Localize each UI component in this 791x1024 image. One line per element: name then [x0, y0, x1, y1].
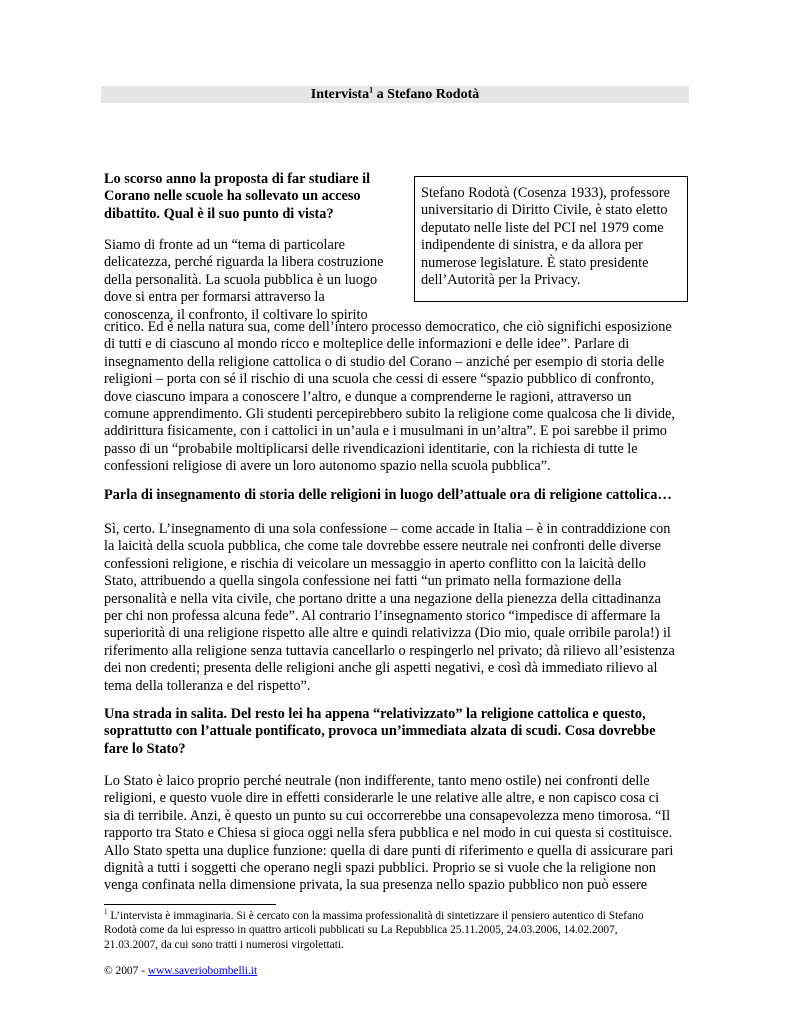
question-line: dibattito. Qual è il suo punto di vista? — [104, 205, 334, 222]
answer-line: dove ciascuno impara a conoscere l’altro, e dunque a comprenderne le ragioni, attraverso un — [104, 388, 632, 405]
answer-2 — [104, 521, 688, 695]
answer-line: religioni – porta con sé il rischio di una scuola che cessi di essere “spazio pubblico di confronto, — [104, 371, 655, 388]
answer-line: dove si entra per formarsi attraverso la — [104, 289, 325, 306]
bio-line: deputato nelle liste del PCI nel 1979 come — [421, 219, 664, 236]
question-line: fare lo Stato? — [104, 740, 186, 757]
answer-line: superiorità di una religione rispetto alle altre e quindi relativizza (Dio mio, quale orribile parola!) il — [104, 625, 671, 642]
bio-line: numerose legislature. È stato presidente — [421, 254, 649, 271]
answer-line: dignità a tutti i soggetti che operano negli spazi pubblici. Proprio se si vuole che la religione non — [104, 860, 656, 877]
footnote-separator — [104, 904, 276, 905]
answer-line: personalità e nella vita civile, che portano dritte a una negazione della pienezza della cittadinanza — [104, 590, 661, 607]
question-line: Corano nelle scuole ha sollevato un acceso — [104, 188, 361, 205]
copyright — [104, 964, 257, 978]
footnote-line: 21.03.2007, da cui sono tratti i numerosi virgolettati. — [104, 938, 344, 951]
answer-line: Sì, certo. L’insegnamento di una sola confessione – come accade in Italia – è in contraddizione con — [104, 521, 671, 537]
question-2 — [104, 487, 688, 504]
answer-3 — [104, 773, 688, 895]
answer-line: rapporto tra Stato e Chiesa si gioca oggi nella sfera pubblica e nel modo in cui questa si costituisce. — [104, 825, 673, 842]
answer-line: di tutti e di ciascuno al mondo ricco e molteplice delle informazioni e delle idee”. Parlare di — [104, 336, 630, 353]
answer-line: la laicità della scuola pubblica, che come tale dovrebbe essere neutrale nei confronti delle diverse — [104, 538, 661, 555]
bio-line: Stefano Rodotà (Cosenza 1933), professore — [421, 185, 670, 201]
answer-line: critico. Ed è nella natura sua, come dell’intero processo democratico, che ciò significhi esposizione — [104, 319, 672, 335]
title-prefix: Intervista — [310, 87, 370, 102]
copyright-text: © 2007 - — [104, 965, 148, 977]
answer-line: Allo Stato spetta una duplice funzione: quella di dare punti di riferimento e quella di assicurare pari — [104, 842, 674, 859]
answer-line: dei non credenti; presenta delle religioni anche gli aspetti negativi, e così dà immediato rilievo al — [104, 660, 658, 677]
answer-line: conoscenza, il confronto, il coltivare lo spirito — [104, 306, 368, 323]
answer-line: insegnamento della religione cattolica o di studio del Corano – anziché per esempio di storia delle — [104, 353, 665, 370]
answer-line: sia di terribile. Anzi, è questo un punto su cui occorrerebbe una consapevolezza meno timorosa. “Il — [104, 807, 671, 824]
answer-line: Siamo di fronte ad un “tema di particolare — [104, 237, 345, 253]
bio-line: dell’Autorità per la Privacy. — [421, 272, 581, 289]
answer-line: tema della tolleranza e del rispetto”. — [104, 677, 311, 694]
page-title — [101, 86, 689, 103]
answer-line: Stato, attribuendo a quella singola confessione nei fatti “un primato nella formazione della — [104, 573, 622, 590]
answer-line: comune apprendimento. Gli studenti percepirebbero subito la religione come qualcosa che li divide, — [104, 406, 675, 423]
title-suffix: a Stefano Rodotà — [373, 87, 480, 102]
answer-1-wrapped — [104, 237, 400, 324]
footnote-reference[interactable]: 1 — [369, 85, 374, 95]
answer-line: passo di un “probabile moltiplicarsi delle rivendicazioni identitarie, con la richiesta di tutte le — [104, 440, 638, 457]
bio-line: universitario di Diritto Civile, è stato eletto — [421, 202, 668, 219]
answer-1 — [104, 319, 688, 476]
answer-line: della personalità. La scuola pubblica è un luogo — [104, 271, 378, 288]
answer-line: confessioni religione, e rischia di veicolare un messaggio in aperto conflitto con la laicità dello — [104, 555, 646, 572]
bio-box — [414, 176, 688, 302]
answer-line: religioni, e questo vuole dire in effetti considerarle le une relative alle altre, e non capisco cosa ci — [104, 790, 660, 807]
footnote-number: 1 — [104, 908, 108, 917]
website-link[interactable]: www.saveriobombelli.it — [147, 965, 258, 977]
question-line: Parla di insegnamento di storia delle religioni in luogo dell’attuale ora di religione cattolica… — [104, 487, 672, 503]
answer-line: Lo Stato è laico proprio perché neutrale (non indifferente, tanto meno ostile) nei confronti delle — [104, 773, 650, 789]
footnote-line — [104, 909, 688, 923]
question-line: soprattutto con l’attuale pontificato, provoca un’immediata alzata di scudi. Cosa dovrebbe — [104, 723, 656, 740]
question-line: Una strada in salita. Del resto lei ha appena “relativizzato” la religione cattolica e questo, — [104, 706, 646, 722]
bio-line: indipendente di sinistra, e da allora per — [421, 237, 643, 254]
answer-line: addirittura fisicamente, con i cattolici in un’aula e i musulmani in un’altra”. E poi sarebbe il primo — [104, 423, 667, 440]
question-1 — [104, 171, 400, 223]
answer-line: confessioni religiose di avere un loro autonomo spazio nella scuola pubblica”. — [104, 458, 551, 475]
question-line: Lo scorso anno la proposta di far studiare il — [104, 171, 371, 187]
answer-line: venga confinata nella dimensione privata, la sua presenza nello spazio pubblico non può essere — [104, 877, 648, 894]
footnote-text: L’intervista è immaginaria. Si è cercato con la massima professionalità di sintetizzare il pensiero autentico di Stefano — [107, 910, 644, 922]
answer-line: riferimento alla religione senza tuttavia cancellarlo o respingerlo nel privato; dà rilievo all’esistenza — [104, 642, 675, 659]
footnote-line: Rodotà come da lui espresso in quattro articoli pubblicati su La Repubblica 25.11.2005, 24.03.2006, 14.02.2007, — [104, 924, 618, 937]
footnote — [104, 909, 688, 952]
question-3 — [104, 706, 688, 758]
answer-line: per chi non professa alcuna fede”. Al contrario l’insegnamento storico “impedisce di affermare la — [104, 608, 661, 625]
answer-line: delicatezza, perché riguarda la libera costruzione — [104, 254, 384, 271]
